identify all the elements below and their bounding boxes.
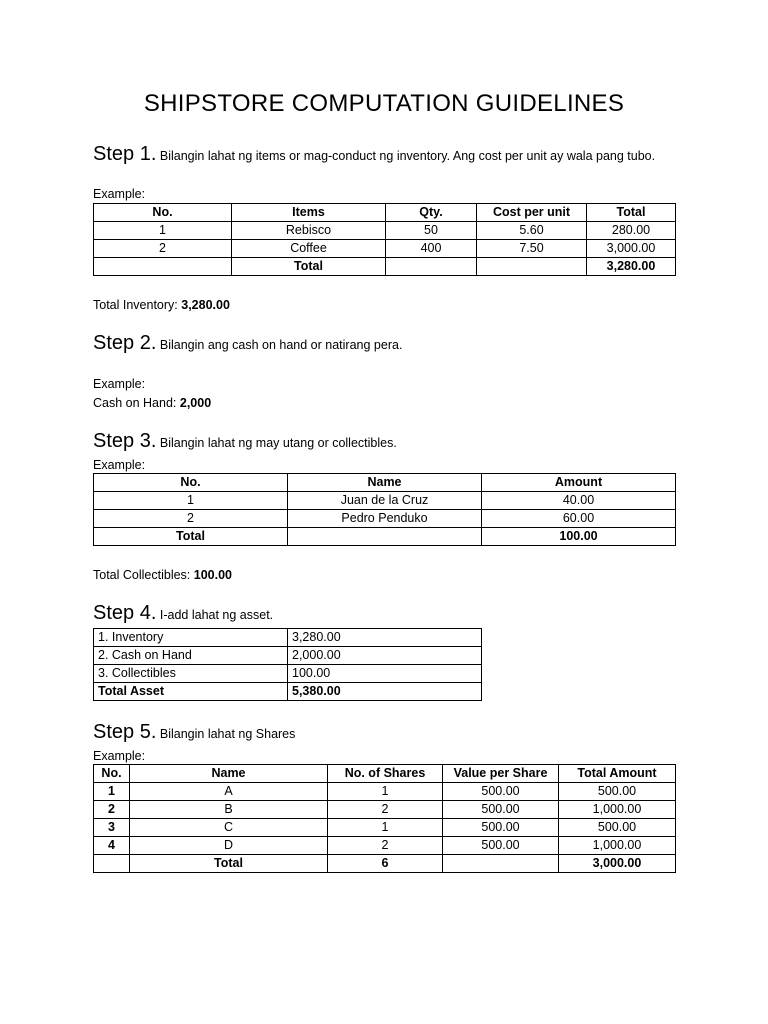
table-row: [94, 492, 676, 510]
cell: 40.00: [482, 492, 676, 510]
cell: D: [130, 837, 328, 855]
cell: 2,000.00: [288, 647, 482, 665]
header-no: No.: [94, 474, 288, 492]
step-2-example-label: Example:: [93, 377, 146, 391]
step-2-text: Bilangin ang cash on hand or natirang pera.: [159, 338, 403, 352]
total-value: 5,380.00: [288, 683, 482, 701]
cell: 1. Inventory: [94, 629, 288, 647]
header-total: Total: [587, 204, 676, 222]
cash-on-hand-label: Cash on Hand:: [93, 396, 177, 410]
total-label: Total: [94, 528, 288, 546]
cell: 500.00: [443, 819, 559, 837]
collectibles-table: [93, 473, 676, 546]
total-value: 3,000.00: [559, 855, 676, 873]
cell: 2: [94, 510, 288, 528]
header-cost-per-unit: Cost per unit: [477, 204, 587, 222]
step-4-heading: Step 4.: [93, 602, 157, 624]
cell: 2. Cash on Hand: [94, 647, 288, 665]
cell: 1,000.00: [559, 837, 676, 855]
table-header-row: [94, 474, 676, 492]
cell: 7.50: [477, 240, 587, 258]
table-header-row: [94, 204, 676, 222]
header-amount: Amount: [482, 474, 676, 492]
table-row: [94, 837, 676, 855]
header-total-amount: Total Amount: [559, 765, 676, 783]
cell-empty: [288, 528, 482, 546]
shares-table: [93, 764, 676, 873]
cell: 1: [328, 783, 443, 801]
cell: 2: [94, 801, 130, 819]
header-qty: Qty.: [386, 204, 477, 222]
table-total-row: [94, 258, 676, 276]
table-row: [94, 222, 676, 240]
table-row: [94, 510, 676, 528]
cell: 3,000.00: [587, 240, 676, 258]
cell: Coffee: [232, 240, 386, 258]
step-1-text: Bilangin lahat ng items or mag-conduct ng inventory. Ang cost per unit ay wala pang tubo.: [159, 149, 656, 163]
page-title: SHIPSTORE COMPUTATION GUIDELINES: [143, 90, 625, 117]
table-header-row: [94, 765, 676, 783]
step-3-text: Bilangin lahat ng may utang or collectibles.: [159, 436, 397, 450]
table-row: [94, 783, 676, 801]
assets-table: [93, 628, 482, 701]
cell: Pedro Penduko: [288, 510, 482, 528]
cell-empty: [94, 855, 130, 873]
step-5-heading: Step 5.: [93, 721, 157, 743]
cell: Juan de la Cruz: [288, 492, 482, 510]
table-total-row: [94, 528, 676, 546]
table-row: [94, 629, 482, 647]
cell: 2: [328, 801, 443, 819]
cell-empty: [94, 258, 232, 276]
cell: 4: [94, 837, 130, 855]
cell-empty: [443, 855, 559, 873]
step-1-heading: Step 1.: [93, 143, 157, 165]
cell-empty: [477, 258, 587, 276]
total-collectibles-line: [93, 567, 232, 583]
total-collectibles-value: 100.00: [193, 568, 232, 582]
header-name: Name: [288, 474, 482, 492]
cash-on-hand-line: [93, 395, 211, 411]
total-inventory-line: [93, 297, 230, 313]
cell: 1: [94, 492, 288, 510]
header-name: Name: [130, 765, 328, 783]
cell: 500.00: [559, 819, 676, 837]
total-inventory-value: 3,280.00: [181, 298, 230, 312]
cell: 1: [328, 819, 443, 837]
cell: A: [130, 783, 328, 801]
cell-empty: [386, 258, 477, 276]
step-5-text: Bilangin lahat ng Shares: [159, 727, 296, 741]
step-5-example-label: Example:: [93, 749, 146, 763]
cash-on-hand-value: 2,000: [179, 396, 212, 410]
cell: Rebisco: [232, 222, 386, 240]
header-no: No.: [94, 765, 130, 783]
step-2-instruction: [93, 334, 683, 354]
total-label: Total: [232, 258, 386, 276]
step-3-heading: Step 3.: [93, 430, 157, 452]
table-row: [94, 240, 676, 258]
total-shares: 6: [328, 855, 443, 873]
step-5-instruction: [93, 723, 683, 743]
cell: 400: [386, 240, 477, 258]
step-3-example-label: Example:: [93, 458, 146, 472]
cell: 500.00: [443, 801, 559, 819]
table-row: [94, 819, 676, 837]
cell: 1: [94, 222, 232, 240]
table-row: [94, 801, 676, 819]
table-total-row: [94, 855, 676, 873]
cell: 500.00: [443, 837, 559, 855]
table-row: [94, 647, 482, 665]
header-items: Items: [232, 204, 386, 222]
cell: 100.00: [288, 665, 482, 683]
step-2-heading: Step 2.: [93, 332, 157, 354]
inventory-table: [93, 203, 676, 276]
cell: 3: [94, 819, 130, 837]
cell: 60.00: [482, 510, 676, 528]
table-total-row: [94, 683, 482, 701]
cell: 2: [94, 240, 232, 258]
step-4-instruction: [93, 604, 683, 624]
step-3-instruction: [93, 432, 683, 452]
cell: 280.00: [587, 222, 676, 240]
header-no-of-shares: No. of Shares: [328, 765, 443, 783]
step-1-instruction: [93, 145, 683, 165]
cell: 3. Collectibles: [94, 665, 288, 683]
cell: 1,000.00: [559, 801, 676, 819]
cell: 50: [386, 222, 477, 240]
cell: C: [130, 819, 328, 837]
total-value: 3,280.00: [587, 258, 676, 276]
header-value-per-share: Value per Share: [443, 765, 559, 783]
cell: 2: [328, 837, 443, 855]
cell: 1: [94, 783, 130, 801]
cell: 500.00: [443, 783, 559, 801]
total-label: Total Asset: [94, 683, 288, 701]
cell: 500.00: [559, 783, 676, 801]
total-inventory-label: Total Inventory:: [93, 298, 178, 312]
total-collectibles-label: Total Collectibles:: [93, 568, 191, 582]
step-4-text: I-add lahat ng asset.: [159, 608, 274, 622]
total-value: 100.00: [482, 528, 676, 546]
table-row: [94, 665, 482, 683]
total-label: Total: [130, 855, 328, 873]
step-1-example-label: Example:: [93, 187, 146, 201]
cell: 5.60: [477, 222, 587, 240]
header-no: No.: [94, 204, 232, 222]
cell: B: [130, 801, 328, 819]
cell: 3,280.00: [288, 629, 482, 647]
